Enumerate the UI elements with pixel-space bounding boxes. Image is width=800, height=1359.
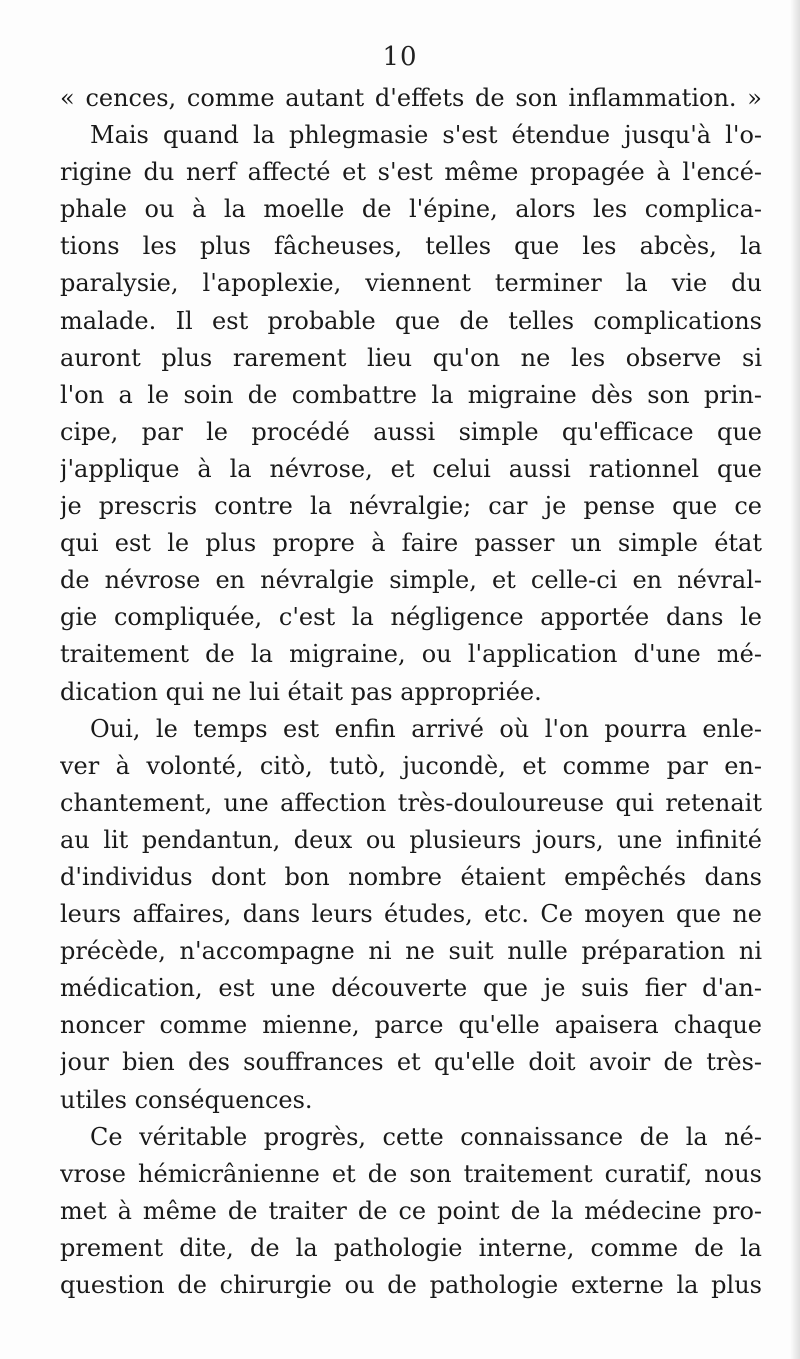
text-line: vrose hémicrânienne et de son traitement curatif, nous <box>60 1159 762 1188</box>
text-line: dication qui ne lui était pas appropriée. <box>60 677 542 706</box>
text-line: paralysie, l'apoplexie, viennent terminer la vie du <box>60 269 762 298</box>
text-line: j'applique à la névrose, et celui aussi rationnel que <box>60 454 762 483</box>
text-line: traitement de la migraine, ou l'application d'une mé- <box>60 640 762 669</box>
text-line: je prescris contre la névralgie; car je pense que ce <box>60 492 762 521</box>
text-line: précède, n'accompagne ni ne suit nulle préparation ni <box>60 937 762 966</box>
body-text <box>60 80 762 1304</box>
text-line: chantement, une affection très-douloureuse qui retenait <box>60 788 762 817</box>
text-line: médication, est une découverte que je suis fier d'an- <box>60 974 762 1003</box>
text-line: Ce véritable progrès, cette connaissance de la né- <box>90 1122 762 1151</box>
text-line: l'on a le soin de combattre la migraine dès son prin- <box>60 380 762 409</box>
text-line: « cences, comme autant d'effets de son inflammation. » <box>60 84 762 112</box>
text-line: malade. Il est probable que de telles complications <box>60 306 762 335</box>
text-line: gie compliquée, c'est la négligence apportée dans le <box>60 603 762 632</box>
text-line: cipe, par le procédé aussi simple qu'efficace que <box>60 417 762 446</box>
text-line: qui est le plus propre à faire passer un simple état <box>60 529 762 558</box>
text-line: jour bien des souffrances et qu'elle doit avoir de très- <box>60 1048 762 1077</box>
page-edge-shadow <box>790 0 800 1359</box>
text-line: au lit pendantun, deux ou plusieurs jours, une infinité <box>60 825 762 854</box>
text-line: prement dite, de la pathologie interne, comme de la <box>60 1233 762 1262</box>
text-line: noncer comme mienne, parce qu'elle apaisera chaque <box>60 1011 762 1040</box>
text-line: leurs affaires, dans leurs études, etc. Ce moyen que ne <box>60 900 762 929</box>
text-line: auront plus rarement lieu qu'on ne les observe si <box>60 343 762 372</box>
text-line: phale ou à la moelle de l'épine, alors les complica- <box>60 195 762 224</box>
text-line: met à même de traiter de ce point de la médecine pro- <box>60 1196 762 1225</box>
text-line: utiles conséquences. <box>60 1085 313 1114</box>
text-line: ver à volonté, citò, tutò, jucondè, et comme par en- <box>60 751 762 780</box>
text-line: tions les plus fâcheuses, telles que les abcès, la <box>60 232 762 261</box>
text-line: Mais quand la phlegmasie s'est étendue jusqu'à l'o- <box>90 121 762 150</box>
page-number: 10 <box>382 42 418 72</box>
text-line: Oui, le temps est enfin arrivé où l'on pourra enle- <box>90 714 762 743</box>
text-line: rigine du nerf affecté et s'est même propagée à l'encé- <box>60 158 762 187</box>
text-line: de névrose en névralgie simple, et celle-ci en névral- <box>60 566 762 595</box>
text-line: d'individus dont bon nombre étaient empêchés dans <box>60 862 762 891</box>
text-line: question de chirurgie ou de pathologie externe la plus <box>60 1271 762 1299</box>
